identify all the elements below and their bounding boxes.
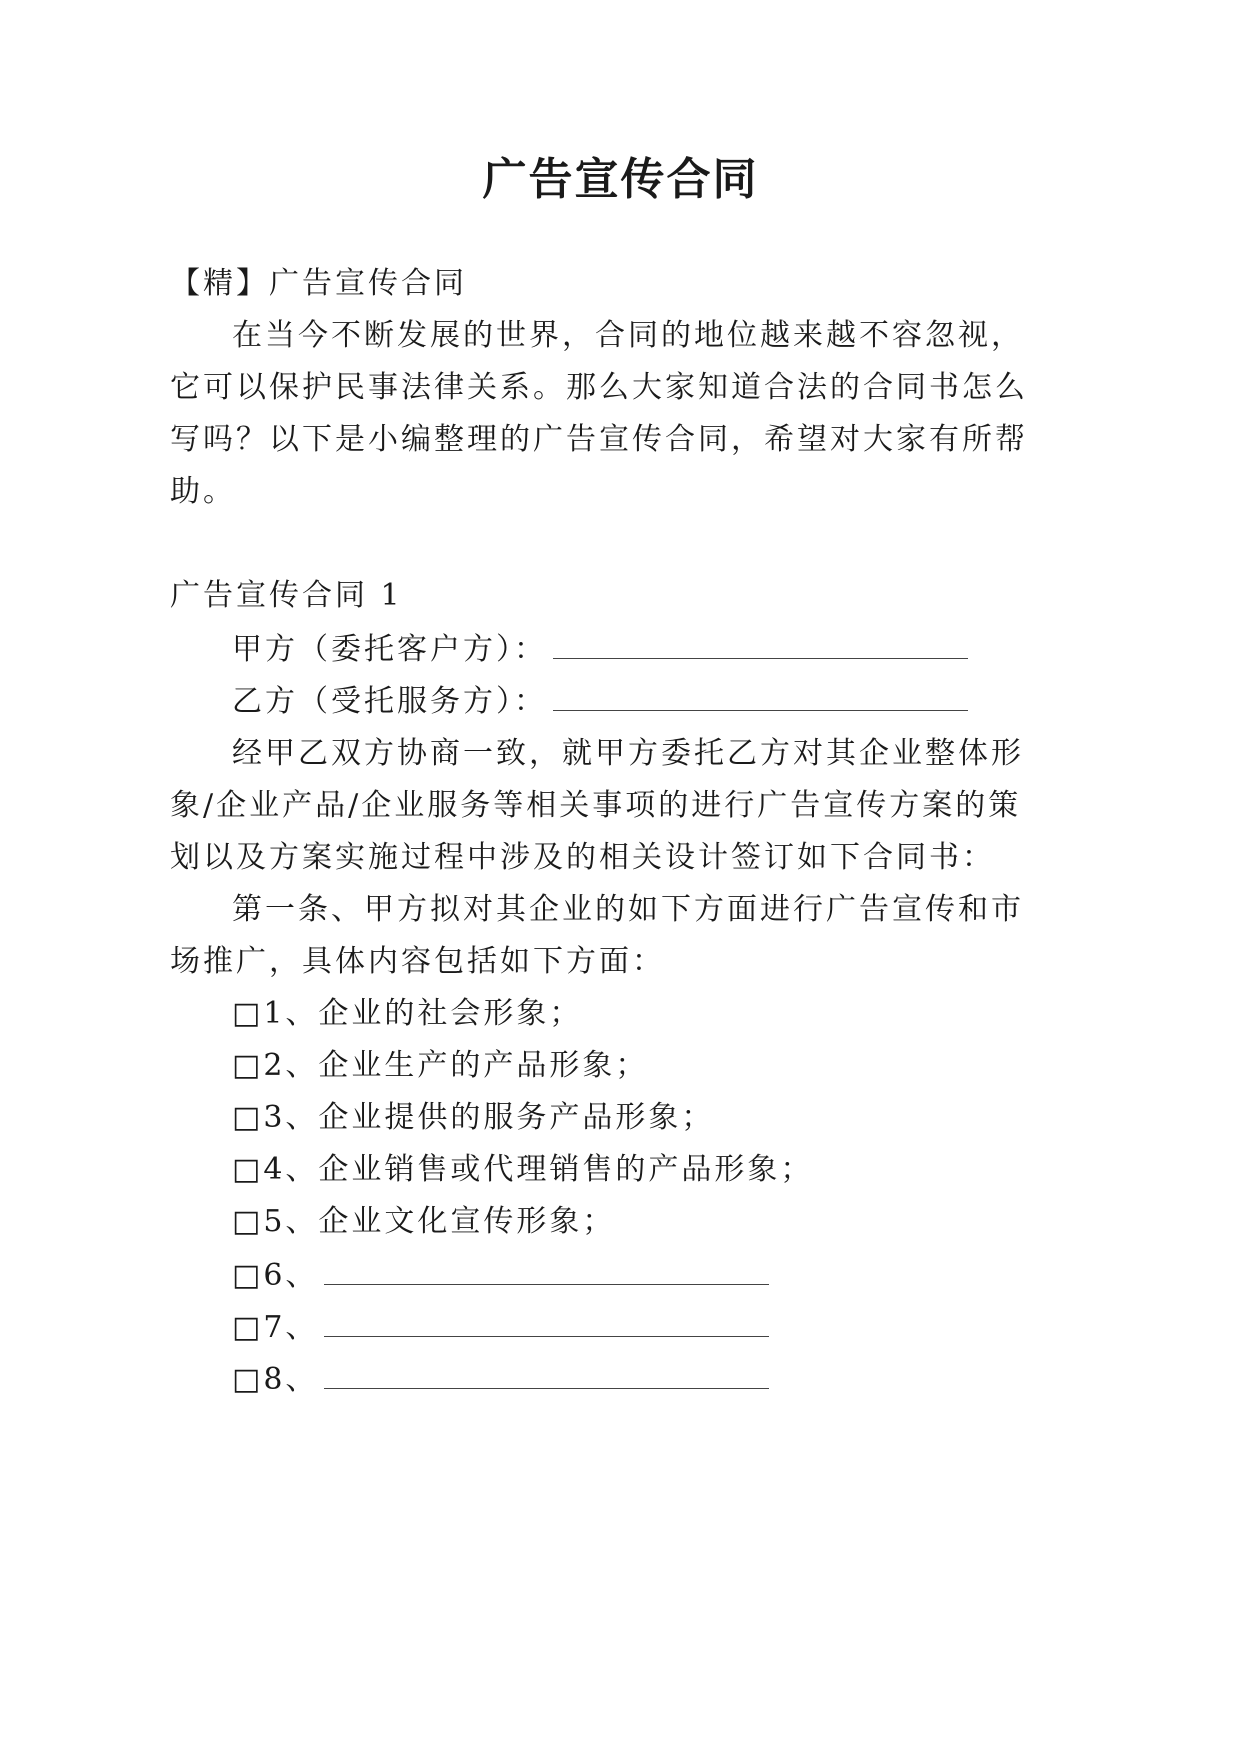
intro-line-4: 助。	[170, 474, 236, 509]
preamble-line-3: 划以及方案实施过程中涉及的相关设计签订如下合同书：	[170, 840, 995, 875]
document-title: 广告宣传合同	[482, 154, 759, 205]
preamble-line-2: 象/企业产品/企业服务等相关事项的进行广告宣传方案的策	[170, 788, 1022, 823]
item-7-blank	[324, 1308, 769, 1337]
item-8-blank	[324, 1360, 769, 1389]
item-6-row	[232, 1256, 769, 1296]
party-a-row	[232, 630, 968, 670]
preamble-line-1: 经甲乙双方协商一致，就甲方委托乙方对其企业整体形	[232, 736, 1024, 771]
item-8: □8、	[232, 1362, 319, 1397]
contract-heading: 广告宣传合同 1	[170, 578, 403, 613]
intro-heading: 【精】广告宣传合同	[170, 266, 467, 301]
party-a-label: 甲方（委托客户方）：	[232, 632, 547, 667]
item-6: □6、	[232, 1258, 319, 1293]
item-3: □3、企业提供的服务产品形象；	[232, 1100, 715, 1135]
intro-line-3: 写吗？以下是小编整理的广告宣传合同，希望对大家有所帮	[170, 422, 1028, 457]
party-b-label: 乙方（受托服务方）：	[232, 684, 547, 719]
party-b-row	[232, 682, 968, 722]
item-7: □7、	[232, 1310, 319, 1345]
item-5: □5、企业文化宣传形象；	[232, 1204, 616, 1239]
item-2: □2、企业生产的产品形象；	[232, 1048, 649, 1083]
item-1: □1、企业的社会形象；	[232, 996, 583, 1031]
intro-line-2: 它可以保护民事法律关系。那么大家知道合法的合同书怎么	[170, 370, 1028, 405]
item-6-blank	[324, 1256, 769, 1285]
article1-line-1: 第一条、甲方拟对其企业的如下方面进行广告宣传和市	[232, 892, 1024, 927]
item-8-row	[232, 1360, 769, 1400]
party-a-blank	[553, 630, 968, 659]
item-7-row	[232, 1308, 769, 1348]
party-b-blank	[553, 682, 968, 711]
intro-line-1: 在当今不断发展的世界，合同的地位越来越不容忽视，	[232, 318, 1024, 353]
article1-line-2: 场推广，具体内容包括如下方面：	[170, 944, 665, 979]
item-4: □4、企业销售或代理销售的产品形象；	[232, 1152, 814, 1187]
